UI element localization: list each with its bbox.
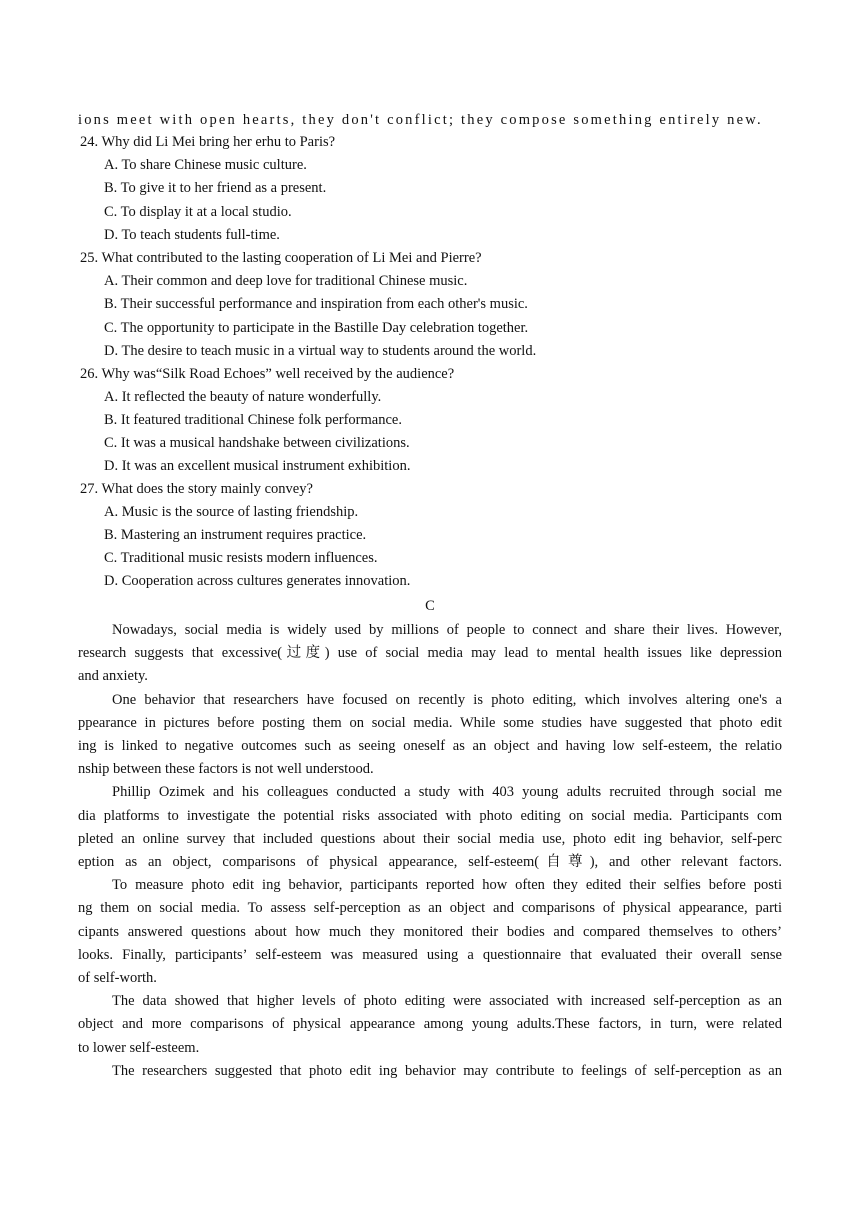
- option-b: B. It featured traditional Chinese folk performance.: [104, 412, 402, 429]
- paragraph-line: Nowadays, social media is widely used by millions of people to connect and share their lives. However,: [112, 622, 782, 639]
- paragraph-line: cipants answered questions about how much they monitored their bodies and compared themselves to others’: [78, 923, 782, 940]
- paragraph-line: and anxiety.: [78, 668, 148, 685]
- carried-over-text-line: ions meet with open hearts, they don't conflict; they compose something entirely new.: [78, 112, 763, 128]
- option-c: C. The opportunity to participate in the Bastille Day celebration together.: [104, 319, 529, 336]
- question-25: [78, 247, 782, 363]
- option-a: A. To share Chinese music culture.: [104, 157, 307, 174]
- paragraph-line: object and more comparisons of physical appearance among young adults.These factors, in turn, were related: [78, 1016, 782, 1033]
- document-page: [78, 110, 782, 1083]
- option-d: D. The desire to teach music in a virtual way to students around the world.: [104, 342, 537, 359]
- option-d: D. Cooperation across cultures generates innovation.: [104, 573, 411, 590]
- paragraph-line: ing is linked to negative outcomes such as seeing oneself as an object and having low self-esteem, the relatio: [78, 738, 782, 755]
- option-a: A. Their common and deep love for traditional Chinese music.: [104, 273, 468, 290]
- paragraph-line: The data showed that higher levels of photo editing were associated with increased self-perception as an: [112, 993, 782, 1010]
- passage-paragraph-5: [78, 990, 782, 1060]
- question-26: [78, 363, 782, 478]
- passage-paragraph-4: [78, 874, 782, 990]
- paragraph-line: research suggests that excessive(过度) use of social media may lead to mental health issues like depression: [78, 645, 782, 662]
- paragraph-line: looks. Finally, participants’ self-esteem was measured using a questionnaire that evaluated their overall sense: [78, 946, 782, 963]
- paragraph-line: To measure photo edit ing behavior, participants reported how often they edited their selfies before posti: [112, 877, 782, 894]
- option-a: A. It reflected the beauty of nature wonderfully.: [104, 389, 382, 406]
- paragraph-line: ppearance in pictures before posting them on social media. While some studies have suggested that photo edit: [78, 714, 782, 731]
- paragraph-line: nship between these factors is not well understood.: [78, 761, 374, 778]
- paragraph-line: pleted an online survey that included questions about their social media use, photo edit ing behavior, self-perc: [78, 830, 782, 847]
- option-b: B. Mastering an instrument requires practice.: [104, 527, 367, 544]
- paragraph-line: Phillip Ozimek and his colleagues conducted a study with 403 young adults recruited through social me: [112, 784, 782, 801]
- paragraph-line: One behavior that researchers have focused on recently is photo editing, which involves altering one's a: [112, 691, 782, 708]
- passage-paragraph-6: [78, 1060, 782, 1083]
- question-stem: 25. What contributed to the lasting cooperation of Li Mei and Pierre?: [80, 250, 482, 267]
- paragraph-line: The researchers suggested that photo edit ing behavior may contribute to feelings of self-perception as an: [112, 1062, 782, 1079]
- question-27: [78, 478, 782, 593]
- paragraph-line: eption as an object, comparisons of physical appearance, self-esteem(自尊), and other relevant factors.: [78, 854, 782, 871]
- option-d: D. To teach students full-time.: [104, 226, 280, 243]
- question-stem: 24. Why did Li Mei bring her erhu to Paris?: [80, 134, 336, 150]
- paragraph-line: dia platforms to investigate the potential risks associated with photo editing on social media. Participants com: [78, 807, 782, 824]
- option-c: C. To display it at a local studio.: [104, 203, 292, 220]
- paragraph-line: to lower self-esteem.: [78, 1039, 200, 1056]
- paragraph-line: ng them on social media. To assess self-perception as an object and comparisons of physical appearance, parti: [78, 900, 782, 917]
- option-a: A. Music is the source of lasting friendship.: [104, 504, 359, 521]
- option-b: B. Their successful performance and inspiration from each other's music.: [104, 296, 528, 313]
- question-stem: 26. Why was“Silk Road Echoes” well received by the audience?: [80, 366, 455, 383]
- option-d: D. It was an excellent musical instrument exhibition.: [104, 458, 411, 475]
- passage-paragraph-3: [78, 781, 782, 874]
- question-24: [78, 131, 782, 247]
- option-c: C. It was a musical handshake between civilizations.: [104, 435, 410, 452]
- paragraph-line: of self-worth.: [78, 970, 157, 987]
- passage-paragraph-2: [78, 689, 782, 782]
- passage-paragraph-1: [78, 619, 782, 689]
- option-b: B. To give it to her friend as a present.: [104, 180, 327, 197]
- option-c: C. Traditional music resists modern influences.: [104, 550, 378, 567]
- question-stem: 27. What does the story mainly convey?: [80, 481, 313, 498]
- section-heading-c: C: [425, 598, 435, 615]
